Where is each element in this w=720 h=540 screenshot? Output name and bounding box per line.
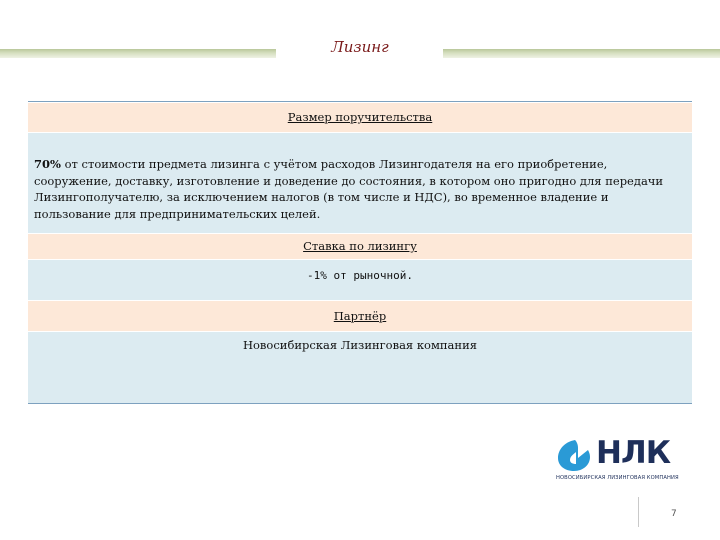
table-header-row	[28, 102, 692, 133]
page-number: 7	[671, 509, 677, 519]
page-number-divider	[638, 497, 639, 527]
slide-title: Лизинг	[331, 38, 389, 56]
guarantee-size-header: Размер поручительства	[287, 110, 433, 124]
table-body-row	[28, 332, 692, 403]
header-decor-line-right	[443, 49, 720, 58]
partner-header: Партнёр	[333, 309, 387, 323]
table-body-row	[28, 260, 692, 300]
logo-caption: НОВОСИБИРСКАЯ ЛИЗИНГОВАЯ КОМПАНИЯ	[556, 475, 679, 481]
drop-logo-icon	[556, 438, 594, 472]
company-logo	[556, 435, 692, 484]
guarantee-description: от стоимости предмета лизинга с учётом расходов Лизингодателя на его приобретение, сооружение, доставку, изготовление и доведение до состояния, в котором оно пригодно для передачи Лизингополучателю, за исключением налогов (в том числе и НДС), во временное владение и пользование для предпринимательских целей.	[34, 157, 664, 221]
table-body-row	[28, 133, 692, 233]
table-header-row	[28, 233, 692, 260]
partner-name: Новосибирская Лизинговая компания	[242, 338, 477, 352]
logo-wordmark: НЛК	[596, 435, 671, 471]
table-header-row	[28, 300, 692, 332]
guarantee-percent: 70%	[34, 157, 61, 171]
info-table	[28, 101, 692, 404]
leasing-rate-value: -1% от рыночной.	[307, 269, 413, 282]
leasing-rate-header: Ставка по лизингу	[303, 239, 417, 253]
